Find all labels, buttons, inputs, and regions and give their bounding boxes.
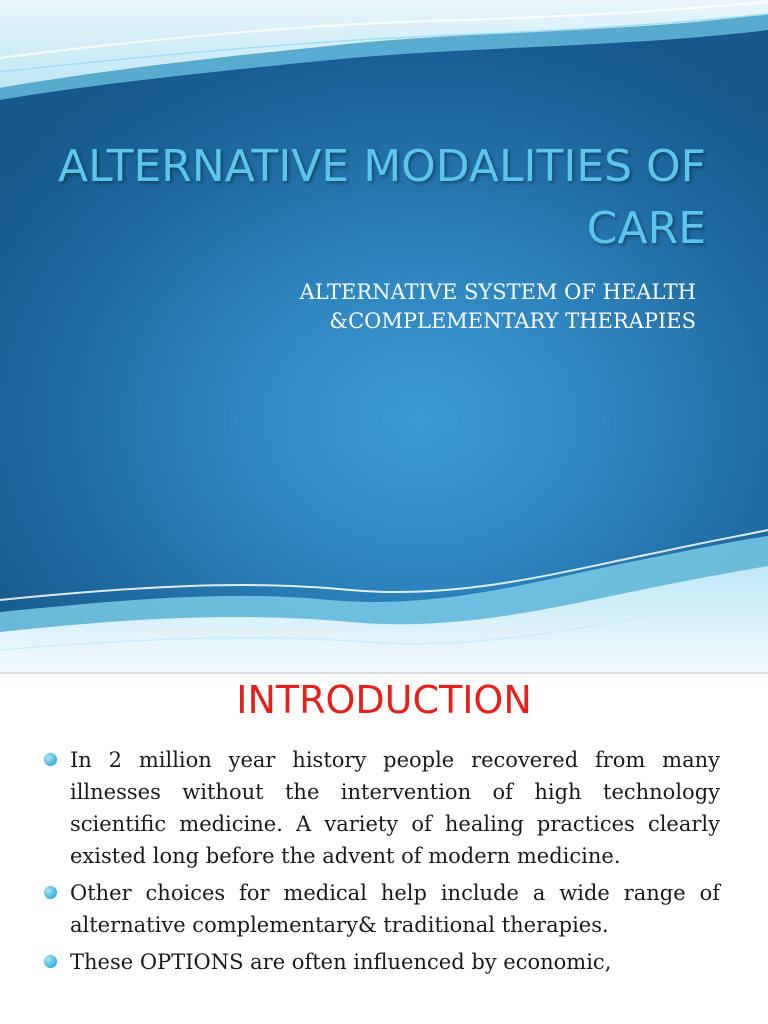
slide-heading: INTRODUCTION xyxy=(236,678,532,722)
bullet-dot-icon xyxy=(44,955,57,968)
list-item xyxy=(44,877,720,941)
bullet-text: Other choices for medical help include a wide range of alternative complementary& traditional therapies. xyxy=(70,881,720,937)
subtitle-line: ALTERNATIVE SYSTEM OF HEALTH xyxy=(299,280,696,304)
subtitle-line: &COMPLEMENTARY THERAPIES xyxy=(329,309,696,333)
bullet-text: In 2 million year history people recovered from many illnesses without the intervention of high technology scientific medicine. A variety of healing practices clearly existed long before the advent of modern medicine. xyxy=(70,748,720,868)
list-item xyxy=(44,744,720,872)
bullet-dot-icon xyxy=(44,886,57,899)
slide-subtitle xyxy=(40,278,696,336)
slide-title: ALTERNATIVE MODALITIES OF CARE xyxy=(58,141,706,254)
introduction-slide xyxy=(0,674,768,1024)
list-item xyxy=(44,946,720,978)
bullet-list xyxy=(44,744,720,983)
bullet-dot-icon xyxy=(44,753,57,766)
bullet-text: These OPTIONS are often influenced by economic, xyxy=(70,950,612,974)
